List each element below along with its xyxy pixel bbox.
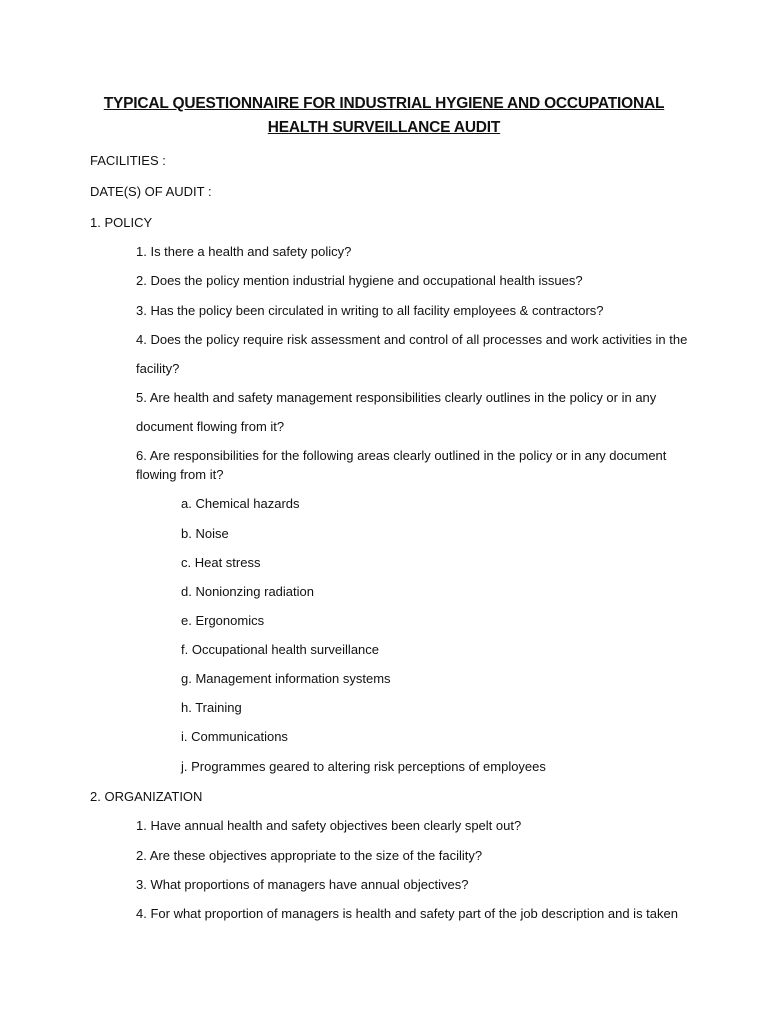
policy-question-1: 1. Is there a health and safety policy? [136,244,352,259]
policy-area-item: h. Training [181,700,242,715]
section-heading-policy: 1. POLICY [90,215,153,230]
policy-area-item: c. Heat stress [181,555,261,570]
policy-area-item: b. Noise [181,526,229,541]
policy-question-4-line-1: 4. Does the policy require risk assessment and control of all processes and work activities in the [136,332,688,347]
policy-question-3: 3. Has the policy been circulated in writing to all facility employees & contractors? [136,303,604,318]
document-title-line-2: HEALTH SURVEILLANCE AUDIT [267,119,501,136]
policy-area-item: j. Programmes geared to altering risk perceptions of employees [181,759,546,774]
policy-question-6-line-2: flowing from it? [136,467,224,482]
audit-dates-label: DATE(S) OF AUDIT : [90,184,212,199]
policy-question-4-line-2: facility? [136,361,180,376]
policy-question-2: 2. Does the policy mention industrial hygiene and occupational health issues? [136,273,583,288]
policy-area-item: d. Nonionzing radiation [181,584,314,599]
policy-area-item: i. Communications [181,729,288,744]
policy-area-item: f. Occupational health surveillance [181,642,380,657]
policy-area-item: e. Ergonomics [181,613,265,628]
organization-question-1: 1. Have annual health and safety objectives been clearly spelt out? [136,818,522,833]
facilities-label: FACILITIES : [90,153,166,168]
policy-area-item: g. Management information systems [181,671,391,686]
organization-question-4-line-1: 4. For what proportion of managers is health and safety part of the job description and is taken [136,906,678,921]
section-heading-organization: 2. ORGANIZATION [90,789,203,804]
policy-question-5-line-2: document flowing from it? [136,419,285,434]
organization-question-3: 3. What proportions of managers have annual objectives? [136,877,469,892]
organization-question-2: 2. Are these objectives appropriate to the size of the facility? [136,848,483,863]
policy-question-6-line-1: 6. Are responsibilities for the following areas clearly outlined in the policy or in any document [136,448,667,463]
policy-question-5-line-1: 5. Are health and safety management responsibilities clearly outlines in the policy or in any [136,390,657,405]
policy-area-item: a. Chemical hazards [181,496,300,511]
document-title-line-1: TYPICAL QUESTIONNAIRE FOR INDUSTRIAL HYGIENE AND OCCUPATIONAL [103,95,665,112]
